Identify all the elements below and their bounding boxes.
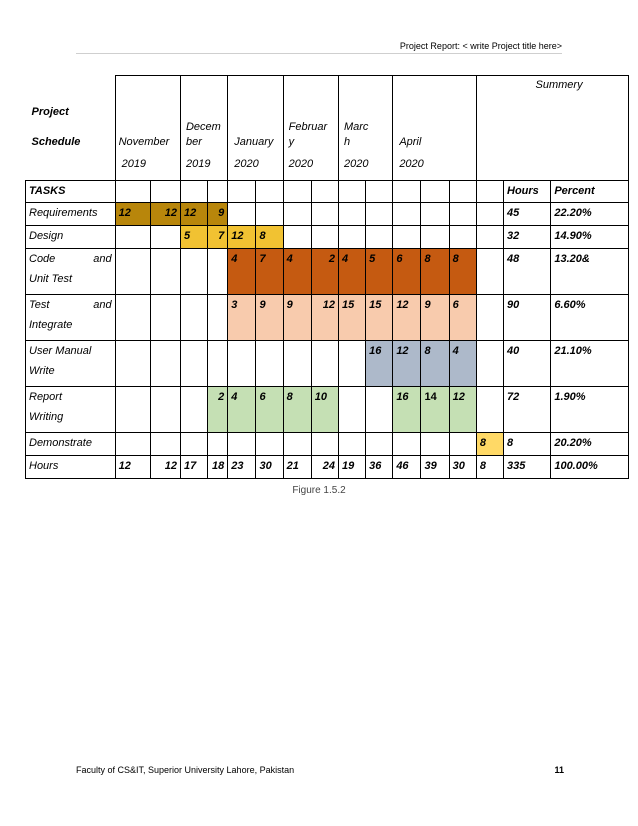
grid-cell [366,203,393,226]
grid-cell [338,387,365,433]
task-percent: 6.60% [551,295,629,341]
month-name-part2: h [343,136,351,148]
grid-cell [421,433,449,456]
task-percent: 22.20% [551,203,629,226]
month-year: 2019 [185,158,211,170]
hour-cell: 12 [180,203,207,226]
grid-cell [338,226,365,249]
title-cell [26,76,116,181]
hour-cell: 12 [393,295,421,341]
month-mar [338,76,392,181]
grid-cell [311,341,338,387]
totals-label: Hours [26,456,116,479]
summery-cell [504,76,629,181]
hour-cell: 8 [421,249,449,295]
task-label [26,341,116,387]
hour-cell: 16 [393,387,421,433]
total-cell: 23 [228,456,256,479]
grid-cell [476,249,503,295]
month-name: November [118,136,170,148]
hour-cell: 4 [228,249,256,295]
header-divider [76,53,562,54]
task-hours: 32 [504,226,551,249]
grid-cell [393,203,421,226]
grid-cell [115,249,150,295]
page-number: 11 [554,765,564,775]
total-cell: 21 [283,456,311,479]
total-cell: 24 [311,456,338,479]
schedule-table [25,75,629,479]
task-row-report [26,387,629,433]
month-jan [228,76,283,181]
figure-caption: Figure 1.5.2 [292,485,346,496]
hour-cell: 10 [311,387,338,433]
task-label [26,387,116,433]
month-year: 2020 [288,158,314,170]
header-spacer [476,76,503,181]
page-header: Project Report: < write Project title here> [399,41,562,51]
grid-cell [366,433,393,456]
month-name-part2: y [288,136,295,148]
grid-cell [180,341,207,387]
hour-cell: 3 [228,295,256,341]
task-label-line2: Unit Test [29,273,73,285]
hour-cell: 14 [421,387,449,433]
hour-cell: 8 [256,226,283,249]
grid-cell [150,181,180,203]
hour-cell: 15 [338,295,365,341]
grid-cell [311,226,338,249]
task-label-line2: Integrate [29,319,73,331]
total-cell: 46 [393,456,421,479]
grid-cell [228,203,256,226]
hour-cell: 4 [449,341,476,387]
grid-cell [180,295,207,341]
grid-cell [393,226,421,249]
task-row-code [26,249,629,295]
grid-cell [283,203,311,226]
grid-cell [476,387,503,433]
percent-header: Percent [551,181,629,203]
hour-cell: 5 [180,226,207,249]
hour-cell: 6 [393,249,421,295]
grid-cell [180,433,207,456]
month-apr [393,76,477,181]
total-cell: 18 [208,456,228,479]
hour-cell: 8 [449,249,476,295]
hour-cell: 9 [256,295,283,341]
grid-cell [208,433,228,456]
task-percent: 21.10% [551,341,629,387]
hour-cell: 4 [228,387,256,433]
month-nov [115,76,180,181]
grid-cell [180,249,207,295]
total-cell: 39 [421,456,449,479]
task-hours: 72 [504,387,551,433]
hour-cell: 12 [393,341,421,387]
grid-cell [256,433,283,456]
grid-cell [338,181,365,203]
grid-cell [115,387,150,433]
task-row-requirements [26,203,629,226]
page-footer: Faculty of CS&IT, Superior University Lahore, Pakistan [76,765,295,775]
task-hours: 48 [504,249,551,295]
task-hours: 8 [504,433,551,456]
task-hours: 90 [504,295,551,341]
hours-header: Hours [504,181,551,203]
grid-cell [311,433,338,456]
month-name: January [234,136,274,148]
grid-cell [283,181,311,203]
grid-cell [476,181,503,203]
total-hours: 335 [504,456,551,479]
hour-cell: 5 [366,249,393,295]
hour-cell: 7 [208,226,228,249]
grid-cell [115,226,150,249]
task-label-word: Code [29,253,56,265]
task-percent: 20.20% [551,433,629,456]
grid-cell [180,387,207,433]
grid-cell [476,295,503,341]
hour-cell: 12 [115,203,150,226]
grid-cell [115,433,150,456]
grid-cell [256,181,283,203]
grid-cell [150,295,180,341]
grid-cell [180,181,207,203]
grid-cell [283,433,311,456]
grid-cell [256,341,283,387]
task-row-manual [26,341,629,387]
grid-cell [366,226,393,249]
grid-cell [449,181,476,203]
month-name: April [399,136,422,148]
task-label-word: and [93,253,112,265]
month-name-part1: Februar [288,121,328,133]
task-percent: 13.20& [551,249,629,295]
grid-cell [338,203,365,226]
task-label-line1: User Manual [29,345,92,357]
grid-cell [228,181,256,203]
grid-cell [208,341,228,387]
grid-cell [421,181,449,203]
summery-label: Summery [535,79,583,91]
month-dec [180,76,227,181]
hour-cell: 12 [311,295,338,341]
task-label: Design [26,226,116,249]
task-label-line1: Report [29,391,63,403]
total-percent: 100.00% [551,456,629,479]
hour-cell: 9 [208,203,228,226]
task-hours: 40 [504,341,551,387]
month-name-part2: ber [185,136,202,148]
hour-cell: 16 [366,341,393,387]
hour-cell: 7 [256,249,283,295]
task-percent: 14.90% [551,226,629,249]
hour-cell: 8 [283,387,311,433]
task-row-design [26,226,629,249]
grid-cell [311,203,338,226]
total-cell: 12 [150,456,180,479]
hour-cell: 8 [421,341,449,387]
total-cell: 30 [256,456,283,479]
task-percent: 1.90% [551,387,629,433]
hour-cell: 6 [256,387,283,433]
hour-cell: 12 [228,226,256,249]
grid-cell [476,203,503,226]
grid-cell [256,203,283,226]
month-year: 2020 [343,158,369,170]
task-label [26,249,116,295]
grid-cell [421,226,449,249]
grid-cell [115,341,150,387]
tasks-header: TASKS [26,181,116,203]
task-label-word: and [93,299,112,311]
grid-cell [150,387,180,433]
task-label: Demonstrate [26,433,116,456]
hour-cell: 9 [421,295,449,341]
grid-cell [208,181,228,203]
grid-cell [449,226,476,249]
title-line2: Schedule [31,135,81,148]
month-feb [283,76,338,181]
grid-cell [150,249,180,295]
task-label: Requirements [26,203,116,226]
month-year: 2019 [121,158,147,170]
month-year: 2020 [399,158,424,170]
grid-cell [228,341,256,387]
task-label [26,295,116,341]
grid-cell [338,433,365,456]
grid-cell [476,341,503,387]
month-year: 2020 [234,158,259,170]
hour-cell: 12 [449,387,476,433]
grid-cell [208,295,228,341]
total-cell: 30 [449,456,476,479]
hour-cell: 2 [208,387,228,433]
hour-cell: 2 [311,249,338,295]
hour-cell: 12 [150,203,180,226]
total-cell: 12 [115,456,150,479]
grid-cell [283,226,311,249]
task-hours: 45 [504,203,551,226]
grid-cell [150,433,180,456]
month-name-part1: Marc [343,121,369,133]
schedule-header-row [26,76,629,181]
task-row-test [26,295,629,341]
grid-cell [366,387,393,433]
task-row-demonstrate [26,433,629,456]
title-line1: Project [31,105,69,118]
hour-cell: 15 [366,295,393,341]
hour-cell: 4 [283,249,311,295]
grid-cell [311,181,338,203]
grid-cell [421,203,449,226]
grid-cell [476,226,503,249]
grid-cell [393,181,421,203]
grid-cell [228,433,256,456]
task-label-line2: Writing [29,411,64,423]
hour-cell: 8 [476,433,503,456]
grid-cell [393,433,421,456]
grid-cell [115,295,150,341]
task-label-word: Test [29,299,50,311]
grid-cell [283,341,311,387]
month-name-part1: Decem [185,121,221,133]
grid-cell [150,226,180,249]
grid-cell [150,341,180,387]
grid-cell [366,181,393,203]
grid-cell [115,181,150,203]
total-cell: 19 [338,456,365,479]
total-cell: 36 [366,456,393,479]
tasks-header-row [26,181,629,203]
grid-cell [208,249,228,295]
hour-cell: 4 [338,249,365,295]
grid-cell [338,341,365,387]
totals-row [26,456,629,479]
hour-cell: 6 [449,295,476,341]
grid-cell [449,433,476,456]
total-cell: 17 [180,456,207,479]
grid-cell [449,203,476,226]
task-label-line2: Write [29,365,55,377]
hour-cell: 9 [283,295,311,341]
total-cell: 8 [476,456,503,479]
